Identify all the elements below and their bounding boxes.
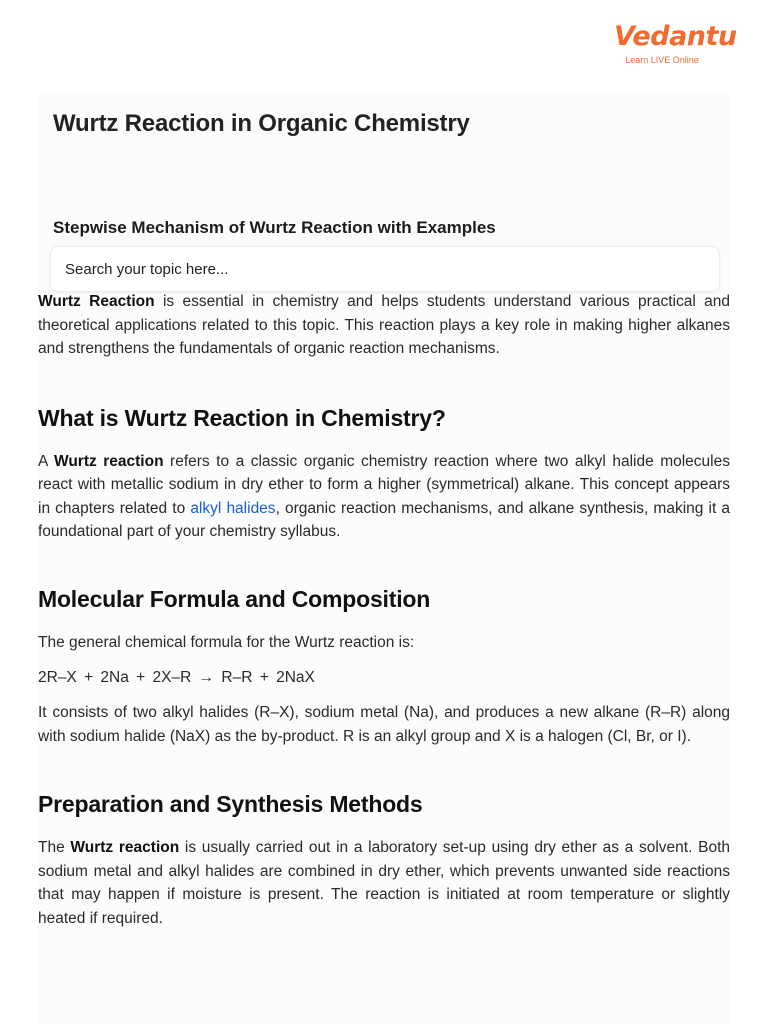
- what-prefix: A: [38, 452, 54, 470]
- article-content: [38, 290, 730, 930]
- what-paragraph: [38, 450, 730, 544]
- formula-intro: The general chemical formula for the Wurtz reaction is:: [38, 633, 415, 651]
- what-text-1: refers to a classic organic chemistry reaction where two alkyl halide molecules react with metallic sodium in dry ether to form a higher (symmetrical) alkane. This concept appears in chapters related to: [38, 452, 730, 517]
- what-bold-term: Wurtz reaction: [53, 452, 164, 470]
- heading-molecular-formula: Molecular Formula and Composition: [38, 585, 431, 612]
- logo-tagline: Learn LIVE Online: [625, 55, 699, 65]
- prep-bold-term: Wurtz reaction: [70, 839, 180, 856]
- page-subtitle: Stepwise Mechanism of Wurtz Reaction with Examples: [53, 218, 496, 237]
- prep-prefix: The: [38, 839, 71, 856]
- heading-preparation: Preparation and Synthesis Methods: [38, 791, 423, 817]
- intro-paragraph: [38, 290, 730, 361]
- intro-text: is essential in chemistry and helps students understand various practical and theoretical applications related to this topic. This reaction plays a key role in making higher alkanes and strengthens the fundamentals of organic reaction mechanisms.: [38, 293, 730, 357]
- reaction-equation: 2R–X + 2Na + 2X–R → R–R + 2NaX: [38, 669, 315, 686]
- prep-text: is usually carried out in a laboratory set-up using dry ether as a solvent. Both sodium metal and alkyl halides are combined in dry ether, which prevents unwanted side reactions that may happen if moisture is present. The reaction is initiated at room temperature or slightly heated if required.: [38, 839, 730, 927]
- formula-explanation: It consists of two alkyl halides (R–X), sodium metal (Na), and produces a new alkane (R–R) along with sodium halide (NaX) as the by-product. R is an alkyl group and X is a halogen (Cl, Br, or I).: [38, 704, 730, 745]
- search-box[interactable]: [50, 246, 720, 292]
- vedantu-logo[interactable]: [614, 21, 737, 72]
- page-title: Wurtz Reaction in Organic Chemistry: [53, 110, 470, 137]
- intro-bold-term: Wurtz Reaction: [38, 293, 155, 310]
- what-text-2: , organic reaction mechanisms, and alkane synthesis, making it a foundational part of your chemistry syllabus.: [38, 499, 731, 540]
- logo-wordmark: Vedantu: [614, 21, 737, 52]
- alkyl-halides-link[interactable]: alkyl halides: [190, 499, 276, 517]
- heading-what-is-wurtz: What is Wurtz Reaction in Chemistry?: [38, 404, 446, 431]
- preparation-paragraph: [38, 836, 730, 930]
- search-input[interactable]: [65, 247, 705, 291]
